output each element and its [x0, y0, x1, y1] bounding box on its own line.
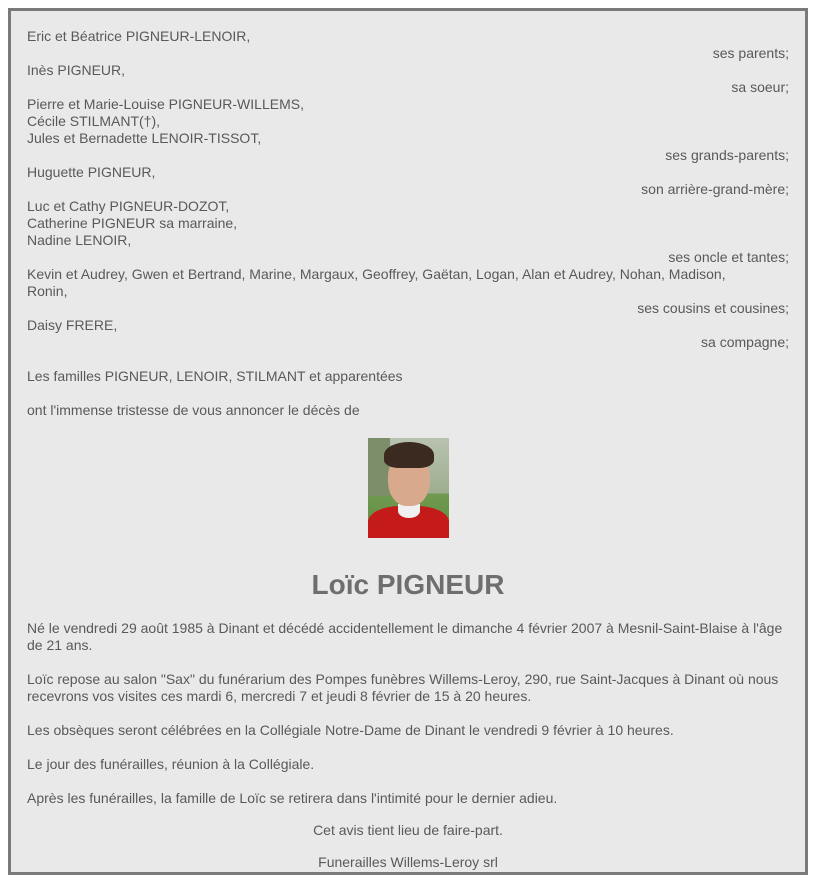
- rest-paragraph: Loïc repose au salon "Sax" du funérarium des Pompes funèbres Willems-Leroy, 290, rue Saint-Jacques à Dinant où nous recevrons vos visites ces mardi 6, mercredi 7 et jeudi 8 février de 15 à 20 heures.: [27, 671, 779, 704]
- great-grandmother-name: Huguette PIGNEUR,: [27, 164, 156, 180]
- cousins-names: Kevin et Audrey, Gwen et Bertrand, Marine, Margaux, Geoffrey, Gaëtan, Logan, Alan et Audrey, Nohan, Madison, Ronin,: [27, 266, 726, 299]
- spacer: [27, 351, 789, 368]
- funeral-home-line: Funerailles Willems-Leroy srl: [318, 854, 498, 870]
- obituary-content: [27, 28, 789, 871]
- partner-relation: sa compagne;: [701, 334, 789, 350]
- sister-relation: sa soeur;: [731, 79, 789, 95]
- portrait-photo: [368, 438, 449, 538]
- announcement-line: ont l'immense tristesse de vous annoncer le décès de: [27, 402, 360, 418]
- sister-name: Inès PIGNEUR,: [27, 62, 126, 78]
- partner-name: Daisy FRERE,: [27, 317, 118, 333]
- cousins-relation: ses cousins et cousines;: [637, 300, 789, 316]
- uncles-relation: ses oncle et tantes;: [668, 249, 789, 265]
- grandparents-line-1: Pierre et Marie-Louise PIGNEUR-WILLEMS,: [27, 96, 304, 112]
- deceased-name: Loïc PIGNEUR: [311, 569, 505, 600]
- notice-line: Cet avis tient lieu de faire-part.: [313, 822, 503, 838]
- parents-relation: ses parents;: [712, 45, 789, 61]
- after-paragraph: Après les funérailles, la famille de Loïc se retirera dans l'intimité pour le dernier adieu.: [27, 790, 558, 806]
- spacer: [27, 385, 789, 402]
- grandparents-line-3: Jules et Bernadette LENOIR-TISSOT,: [27, 130, 262, 146]
- photo-background: [368, 438, 390, 496]
- grandparents-relation: ses grands-parents;: [665, 147, 789, 163]
- uncles-line-3: Nadine LENOIR,: [27, 232, 132, 248]
- photo-hair: [384, 442, 434, 468]
- great-grandmother-relation: son arrière-grand-mère;: [641, 181, 789, 197]
- gathering-paragraph: Le jour des funérailles, réunion à la Collégiale.: [27, 756, 315, 772]
- obituary-frame: [8, 8, 808, 875]
- parents-names: Eric et Béatrice PIGNEUR-LENOIR,: [27, 28, 251, 44]
- funeral-paragraph: Les obsèques seront célébrées en la Collégiale Notre-Dame de Dinant le vendredi 9 février à 10 heures.: [27, 722, 674, 738]
- grandparents-line-2: Cécile STILMANT(†),: [27, 113, 161, 129]
- birth-death-paragraph: Né le vendredi 29 août 1985 à Dinant et décédé accidentellement le dimanche 4 février 2007 à Mesnil-Saint-Blaise à l'âge de 21 ans.: [27, 620, 783, 653]
- uncles-line-2: Catherine PIGNEUR sa marraine,: [27, 215, 238, 231]
- uncles-line-1: Luc et Cathy PIGNEUR-DOZOT,: [27, 198, 230, 214]
- photo-collar: [398, 504, 420, 518]
- families-line: Les familles PIGNEUR, LENOIR, STILMANT et apparentées: [27, 368, 403, 384]
